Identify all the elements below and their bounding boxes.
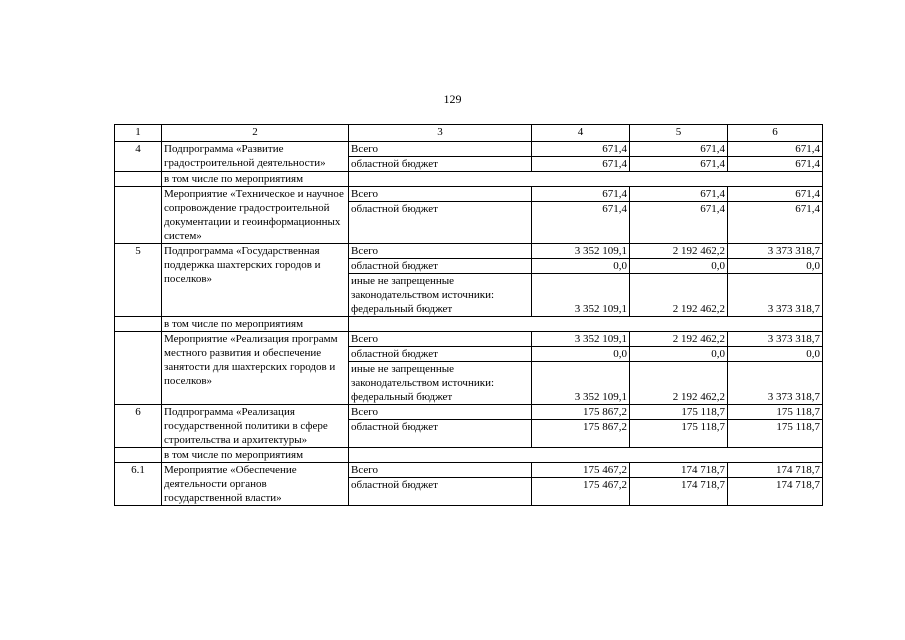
note-num-cell	[115, 448, 162, 463]
value-text: 3 352 109,1	[574, 303, 627, 315]
value: 2 192 462,2	[672, 245, 725, 257]
row-number: 5	[115, 244, 162, 317]
row-number: 4	[115, 142, 162, 172]
value: 671,4	[795, 143, 820, 155]
value: 175 867,2	[583, 406, 627, 418]
source-label: областной бюджет	[349, 258, 531, 273]
value: 0,0	[728, 258, 822, 273]
row-number	[115, 332, 162, 405]
value-cell-v4	[532, 405, 630, 448]
source-cell	[349, 187, 532, 244]
value-cell-v6	[728, 405, 823, 448]
source-label	[349, 273, 531, 316]
value	[728, 361, 822, 404]
value-cell-v6	[728, 187, 823, 244]
value: 175 867,2	[532, 419, 629, 434]
program-name: Подпрограмма «Развитие градостроительной деятельности»	[162, 142, 349, 172]
note-num-cell	[115, 172, 162, 187]
value: 174 718,7	[681, 464, 725, 476]
value	[532, 273, 629, 316]
value: 0,0	[728, 346, 822, 361]
value	[630, 361, 727, 404]
value-cell-v6	[728, 332, 823, 405]
program-name: Подпрограмма «Реализация государственной политики в сфере строительства и архитектуры»	[162, 405, 349, 448]
value-cell-v5	[630, 244, 728, 317]
value-cell-v6	[728, 142, 823, 172]
program-name: Мероприятие «Обеспечение деятельности органов государственной власти»	[162, 463, 349, 506]
source-cell	[349, 405, 532, 448]
value-text: 3 352 109,1	[574, 391, 627, 403]
program-row	[115, 405, 823, 448]
value: 3 373 318,7	[767, 245, 820, 257]
program-name: Мероприятие «Техническое и научное сопровождение градостроительной документации и геоинформационных систем»	[162, 187, 349, 244]
value: 0,0	[630, 258, 727, 273]
value: 671,4	[630, 201, 727, 216]
source-label: областной бюджет	[349, 346, 531, 361]
value-text: 3 373 318,7	[767, 303, 820, 315]
value-text: 3 373 318,7	[767, 391, 820, 403]
value: 671,4	[532, 201, 629, 216]
source-label-line: иные не запрещенные законодательством источники:	[351, 275, 495, 301]
row-number: 6	[115, 405, 162, 448]
program-row	[115, 463, 823, 506]
source-label: Всего	[351, 464, 378, 476]
value-cell-v6	[728, 244, 823, 317]
source-label-sub: федеральный бюджет	[351, 303, 453, 315]
header-cell-2: 2	[162, 125, 349, 142]
source-label	[349, 361, 531, 404]
row-number: 6.1	[115, 463, 162, 506]
value	[630, 273, 727, 316]
value: 2 192 462,2	[672, 333, 725, 345]
value-text: 2 192 462,2	[672, 391, 725, 403]
value: 671,4	[795, 188, 820, 200]
value: 0,0	[532, 346, 629, 361]
source-label: областной бюджет	[349, 419, 531, 434]
note-row	[115, 172, 823, 187]
source-label: областной бюджет	[349, 156, 531, 171]
source-label-sub: федеральный бюджет	[351, 391, 453, 403]
table-body	[115, 125, 823, 506]
note-row	[115, 448, 823, 463]
value: 671,4	[728, 156, 822, 171]
value: 671,4	[602, 188, 627, 200]
value-cell-v5	[630, 332, 728, 405]
source-label: Всего	[351, 333, 378, 345]
row-number	[115, 187, 162, 244]
value: 671,4	[630, 156, 727, 171]
value: 175 118,7	[728, 419, 822, 434]
value-cell-v4	[532, 463, 630, 506]
value: 174 718,7	[776, 464, 820, 476]
value-cell-v5	[630, 142, 728, 172]
program-row	[115, 187, 823, 244]
value-cell-v5	[630, 187, 728, 244]
note-num-cell	[115, 317, 162, 332]
value: 175 467,2	[532, 477, 629, 492]
program-row	[115, 332, 823, 405]
value-cell-v4	[532, 142, 630, 172]
value	[532, 361, 629, 404]
source-label-line: иные не запрещенные законодательством источники:	[351, 363, 495, 389]
value: 671,4	[700, 143, 725, 155]
value-cell-v5	[630, 463, 728, 506]
value-text: 2 192 462,2	[672, 303, 725, 315]
header-cell-4: 4	[532, 125, 630, 142]
note-text: в том числе по мероприятиям	[162, 317, 349, 332]
value: 175 118,7	[630, 419, 727, 434]
value-cell-v4	[532, 187, 630, 244]
program-name: Мероприятие «Реализация программ местного развития и обеспечение занятости для шахтерских городов и поселков»	[162, 332, 349, 405]
value: 3 373 318,7	[767, 333, 820, 345]
value: 175 118,7	[681, 406, 725, 418]
header-cell-6: 6	[728, 125, 823, 142]
value: 174 718,7	[630, 477, 727, 492]
value-cell-v4	[532, 244, 630, 317]
value-cell-v6	[728, 463, 823, 506]
source-label: Всего	[351, 406, 378, 418]
program-row	[115, 142, 823, 172]
value: 671,4	[700, 188, 725, 200]
value: 175 467,2	[583, 464, 627, 476]
program-name: Подпрограмма «Государственная поддержка шахтерских городов и поселков»	[162, 244, 349, 317]
note-text: в том числе по мероприятиям	[162, 448, 349, 463]
value: 174 718,7	[728, 477, 822, 492]
value: 671,4	[728, 201, 822, 216]
value: 3 352 109,1	[574, 333, 627, 345]
source-cell	[349, 244, 532, 317]
value	[728, 273, 822, 316]
value: 3 352 109,1	[574, 245, 627, 257]
note-text: в том числе по мероприятиям	[162, 172, 349, 187]
budget-table	[114, 124, 823, 506]
note-empty-cell	[349, 317, 823, 332]
value: 0,0	[630, 346, 727, 361]
header-cell-3: 3	[349, 125, 532, 142]
value-cell-v4	[532, 332, 630, 405]
source-label: Всего	[351, 143, 378, 155]
page-number: 129	[443, 92, 462, 106]
note-empty-cell	[349, 172, 823, 187]
source-cell	[349, 332, 532, 405]
source-cell	[349, 142, 532, 172]
program-row	[115, 244, 823, 317]
value: 175 118,7	[776, 406, 820, 418]
note-row	[115, 317, 823, 332]
source-label: Всего	[351, 245, 378, 257]
header-row	[115, 125, 823, 142]
source-cell	[349, 463, 532, 506]
header-cell-5: 5	[630, 125, 728, 142]
source-label: Всего	[351, 188, 378, 200]
note-empty-cell	[349, 448, 823, 463]
header-cell-1: 1	[115, 125, 162, 142]
value: 671,4	[532, 156, 629, 171]
source-label: областной бюджет	[349, 201, 531, 216]
value: 0,0	[532, 258, 629, 273]
source-label: областной бюджет	[349, 477, 531, 492]
value-cell-v5	[630, 405, 728, 448]
value: 671,4	[602, 143, 627, 155]
